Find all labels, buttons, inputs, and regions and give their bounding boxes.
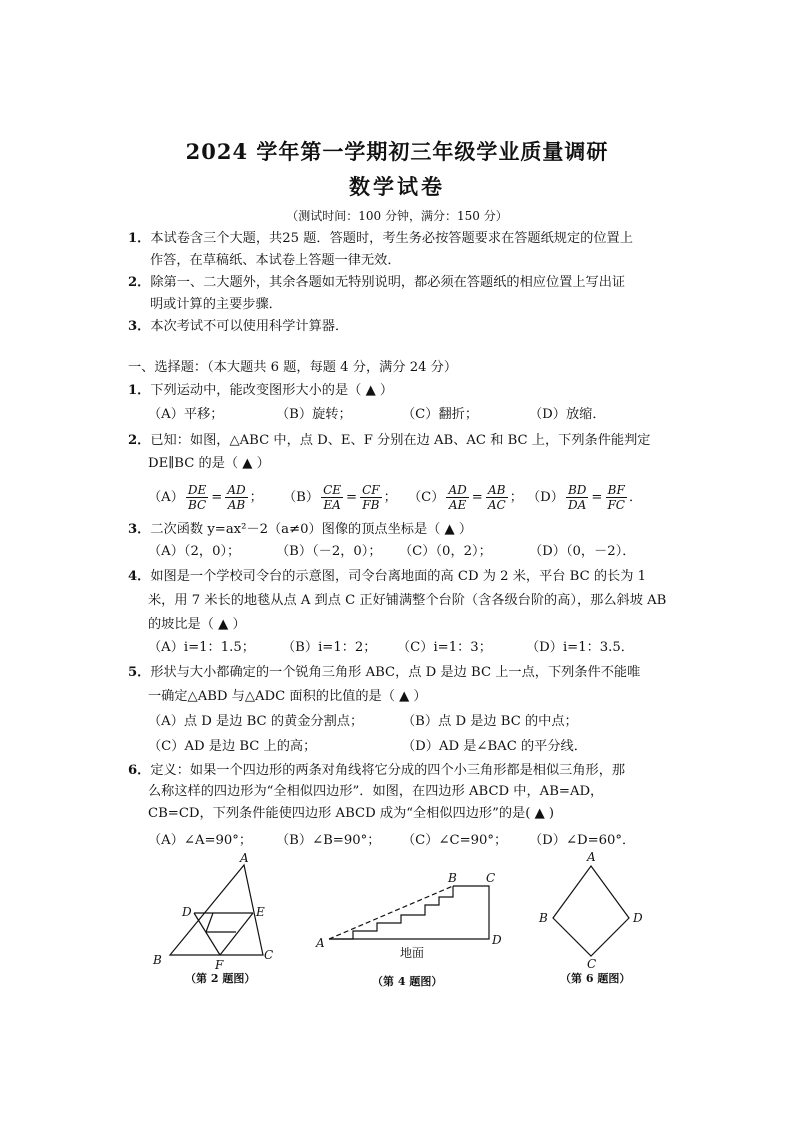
option-b: （B）（－2，0）； (276, 544, 382, 559)
option-a: （A）平移； (148, 407, 224, 422)
fraction-denominator: FB (362, 498, 380, 512)
label-f: F (215, 958, 224, 972)
option-d: （D）∠D=60°． (529, 833, 636, 848)
question-number: 1． (128, 383, 151, 398)
fraction-denominator: FC (607, 498, 625, 512)
slope-ab (329, 886, 453, 939)
label-b: B (448, 871, 457, 885)
section-heading: 一、选择题：（本大题共 6 题，每题 4 分，满分 24 分） (128, 360, 458, 375)
question-stem: 一确定△ABD 与△ADC 面积的比值的是（ ▲ ） (148, 689, 427, 704)
option-d: （D）AD 是∠BAC 的平分线． (402, 739, 587, 754)
instruction-text: 明或计算的主要步骤． (150, 297, 282, 312)
option-d: （D） $\frac{BD}{DA}$ = $\frac{BF}{FC}$ ． (527, 483, 643, 512)
option-d: （D）i=1：3.5． (526, 640, 634, 655)
option-c: （C）AD 是边 BC 上的高； (148, 739, 317, 754)
label-e: E (256, 905, 265, 919)
option-b: （B）i=1：2； (282, 640, 377, 655)
question-stem: 的坡比是（ ▲ ） (148, 617, 246, 632)
quadrilateral-abcd (553, 866, 629, 956)
question-stem: DE∥BC 的是（ ▲ ） (148, 456, 270, 471)
label-b: B (153, 953, 162, 967)
option-end: ； (249, 490, 263, 505)
figure-q4-caption: （第 4 题图） (372, 975, 443, 988)
label-c: C (486, 871, 496, 885)
question-stem: 定义：如果一个四边形的两条对角线将它分成的四个小三角形都是相似三角形，那 (150, 763, 626, 778)
option-a: （A）（2，0）； (148, 544, 241, 559)
fraction-numerator: AD (227, 483, 246, 497)
fraction-denominator: DA (568, 498, 587, 512)
figure-q6-caption: （第 6 题图） (560, 972, 631, 985)
instruction-number: 1． (128, 231, 151, 246)
instruction-number: 2． (128, 275, 151, 290)
figure-q6-kite (532, 848, 652, 970)
exam-info: （测试时间：100 分钟，满分：150 分） (286, 209, 508, 223)
figure-q2-caption: （第 2 题图） (185, 972, 256, 985)
question-stem: 么称这样的四边形为“全相似四边形”．如图，在四边形 ABCD 中，AB=AD， (148, 784, 604, 799)
label-d: D (182, 905, 192, 919)
label-a: A (316, 936, 325, 950)
option-end: ； (509, 490, 523, 505)
option-end: ． (628, 490, 643, 505)
option-d: （D）放缩． (529, 407, 606, 422)
option-c: （C）（0，2）； (399, 544, 492, 559)
option-c: （C） $\frac{AD}{AE}$ = $\frac{AB}{AC}$ ； (408, 483, 523, 512)
fraction-denominator: AC (487, 498, 506, 512)
label-c: C (587, 957, 597, 970)
instruction-text: 本试卷含三个大题，共25 题．答题时，考生务必按答题要求在答题纸规定的位置上 (150, 231, 633, 246)
option-end: ； (383, 490, 397, 505)
option-c: （C）∠C=90°； (402, 833, 508, 848)
exam-subject: 数学试卷 (349, 174, 445, 199)
fraction-denominator: EA (323, 498, 341, 512)
question-number: 6． (128, 763, 151, 778)
fraction-numerator: CE (323, 483, 342, 497)
instruction-number: 3． (128, 319, 151, 334)
question-stem: 形状与大小都确定的一个锐角三角形 ABC，点 D 是边 BC 上一点，下列条件不能唯 (150, 665, 641, 680)
label-a: A (587, 850, 596, 864)
option-label: （C） (408, 490, 445, 505)
segment-df (194, 913, 220, 955)
question-stem: 已知：如图，△ABC 中，点 D、E、F 分别在边 AB、AC 和 BC 上，下列条件能判定 (150, 433, 651, 448)
instruction-text: 本次考试不可以使用科学计算器． (150, 319, 349, 334)
label-d: D (633, 911, 643, 925)
fraction-numerator: BD (567, 483, 587, 497)
fraction-numerator: AB (488, 483, 506, 497)
label-c: C (264, 948, 274, 962)
option-a: （A） $\frac{DE}{BC}$ = $\frac{AD}{AB}$ ； (148, 483, 263, 512)
label-a: A (240, 851, 249, 865)
instruction-text: 除第一、二大题外，其余各题如无特别说明，都必须在答题纸的相应位置上写出证 (150, 275, 626, 290)
option-c: （C）翻折； (402, 407, 479, 422)
option-b: （B）点 D 是边 BC 的中点； (402, 714, 578, 729)
question-number: 4． (128, 569, 151, 584)
segment-ef (220, 913, 253, 955)
label-d: D (492, 933, 502, 947)
figure-q4-stairs (312, 863, 512, 963)
option-d: （D）（0，－2）． (529, 544, 636, 559)
option-c: （C）i=1：3； (397, 640, 492, 655)
question-stem: 二次函数 y=ax²－2（a≠0）图像的顶点坐标是（ ▲ ） (150, 522, 473, 537)
option-a: （A）i=1：1.5； (148, 640, 255, 655)
option-a: （A）∠A=90°； (148, 833, 253, 848)
fraction-denominator: BC (187, 498, 207, 512)
question-stem: CB=CD，下列条件能使四边形 ABCD 成为“全相似四边形”的是( ▲ ) (148, 806, 555, 821)
segment-inner (206, 913, 213, 932)
question-stem: 米，用 7 米长的地毯从点 A 到点 C 正好铺满整个台阶（含各级台阶的高），那么斜坡 AB (148, 593, 667, 608)
question-number: 5． (128, 665, 151, 680)
exam-title: 2024 学年第一学期初三年级学业质量调研 (185, 139, 609, 164)
question-number: 2． (128, 433, 151, 448)
option-label: （B） (283, 490, 320, 505)
label-ground: 地面 (400, 946, 425, 960)
fraction-numerator: BF (607, 483, 625, 497)
fraction-denominator: AE (448, 498, 467, 512)
fraction-numerator: AD (448, 483, 467, 497)
option-label: （A） (148, 490, 184, 505)
fraction-numerator: CF (362, 483, 380, 497)
option-b: （B）旋转； (276, 407, 352, 422)
instruction-text: 作答，在草稿纸、本试卷上答题一律无效． (150, 253, 401, 268)
fraction-numerator: DE (187, 483, 207, 497)
question-stem: 如图是一个学校司令台的示意图，司令台离地面的高 CD 为 2 米，平台 BC 的长为 1 (150, 569, 646, 584)
label-b: B (539, 911, 548, 925)
option-b: （B） $\frac{CE}{EA}$ = $\frac{CF}{FB}$ ； (283, 483, 397, 512)
figure-q2-triangle (145, 848, 285, 973)
option-b: （B）∠B=90°； (276, 833, 381, 848)
option-a: （A）点 D 是边 BC 的黄金分割点； (148, 714, 364, 729)
question-number: 3． (128, 522, 151, 537)
question-stem: 下列运动中，能改变图形大小的是（ ▲ ） (150, 383, 394, 398)
option-label: （D） (527, 490, 564, 505)
fraction-denominator: AB (227, 498, 246, 512)
